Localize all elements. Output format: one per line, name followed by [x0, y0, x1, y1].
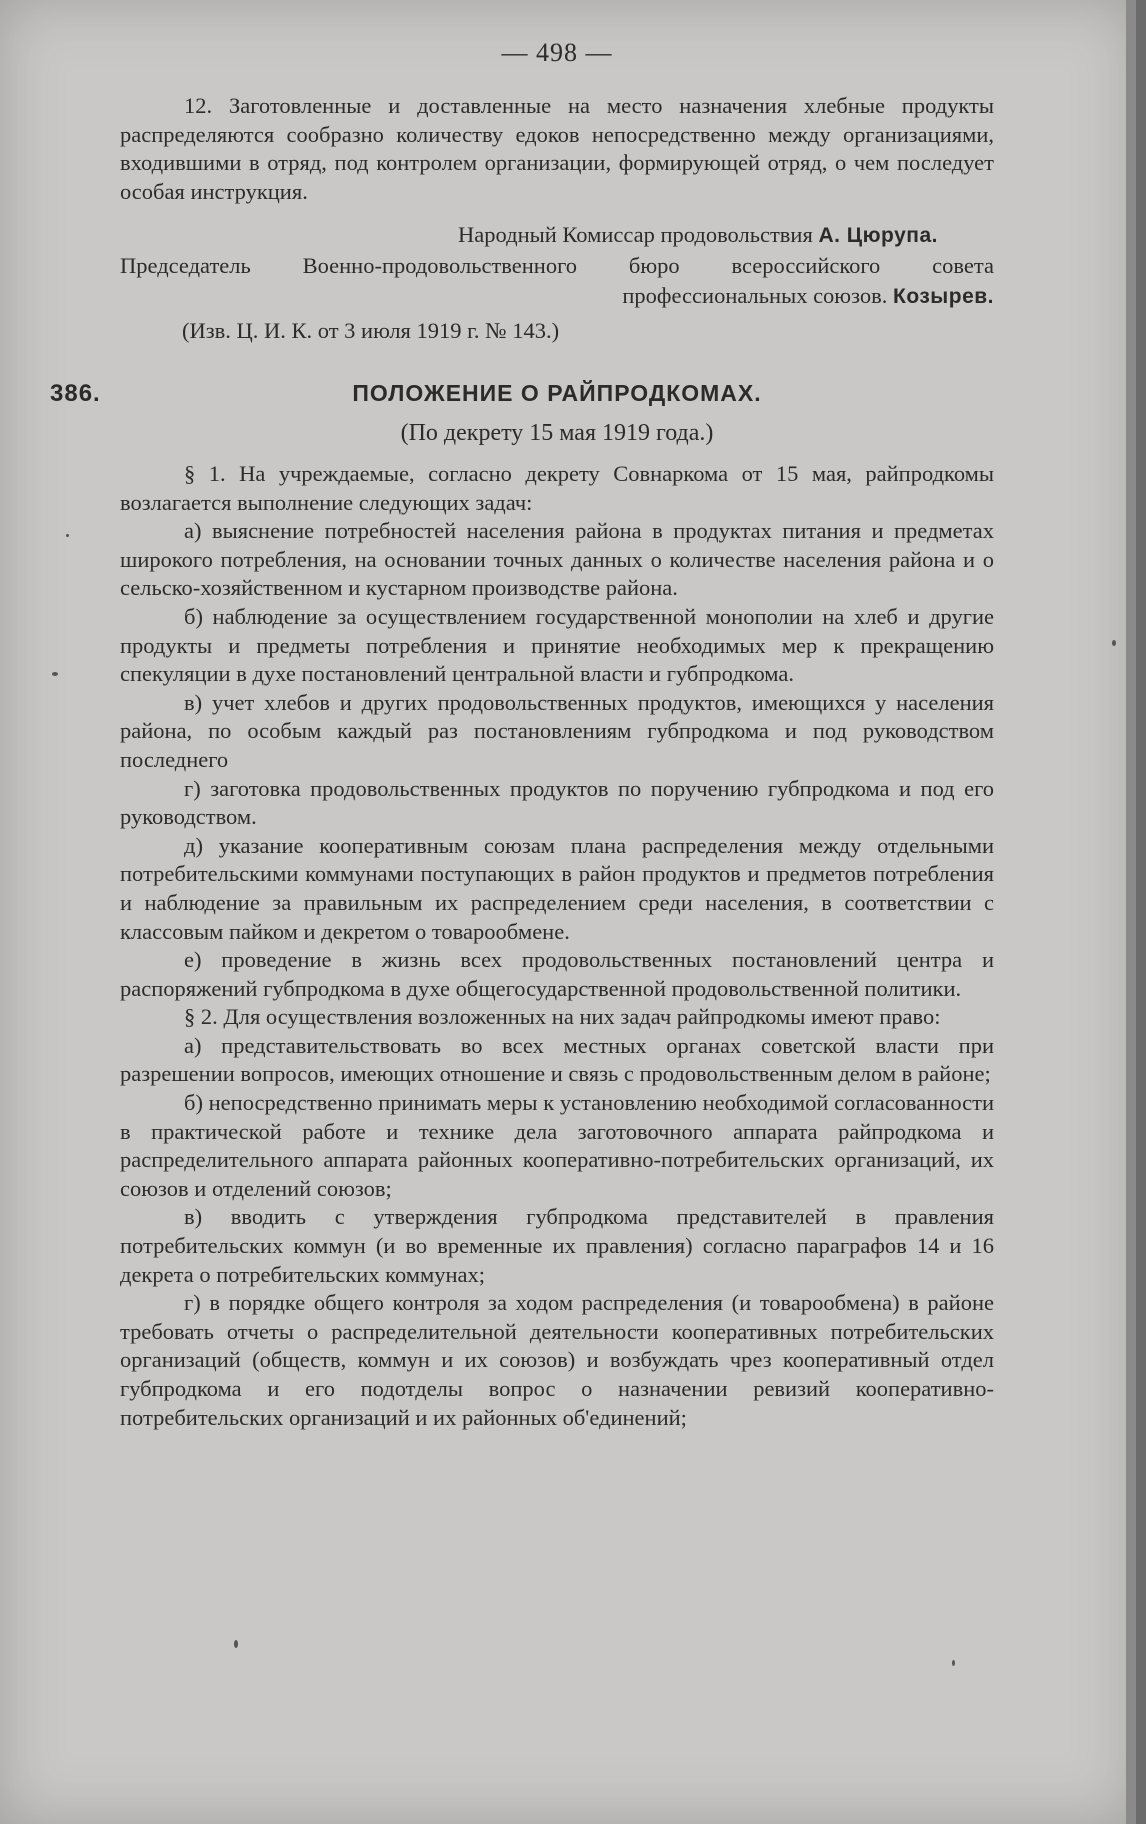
signature-line-1	[120, 220, 994, 251]
paragraph-section-2: § 2. Для осуществления возложенных на них задач райпродкомы имеют право:	[184, 1004, 941, 1030]
scan-speck	[1112, 640, 1116, 646]
paragraph-1e: д) указание кооперативным союзам плана распределения между отдельными потребительскими коммунами поступающих в район продуктов и предметов потребления и наблюдение за правильным их распределением среди населения, в соответствии с классовым пайком и декретом о товарообмене.	[120, 832, 994, 944]
document-number: 386.	[50, 380, 101, 407]
document-title: ПОЛОЖЕНИЕ О РАЙПРОДКОМАХ.	[352, 380, 762, 406]
previous-document-ending	[120, 92, 994, 346]
signature-1-title: Народный Комиссар продовольствия	[458, 222, 813, 248]
scan-speck	[952, 1660, 955, 1666]
intro-paragraph: 12. Заготовленные и доставленные на место назначения хлебные продукты распределяются сообразно количеству едоков непосредственно между организациями, входившими в отряд, под контролем организации, формирующей отряд, о чем последует особая инструкция.	[120, 93, 994, 204]
paragraph-section-1: § 1. На учреждаемые, согласно декрету Совнаркома от 15 мая, райпродкомы возлагается выполнение следующих задач:	[120, 461, 994, 515]
signature-line-2	[120, 251, 994, 312]
signature-2-title: Председатель Военно-продовольственного бюро всероссийского совета профессиональных союзов.	[120, 253, 994, 309]
page-number: — 498 —	[501, 38, 613, 67]
paragraph-1f: е) проведение в жизнь всех продовольственных постановлений центра и распоряжений губпродкома в духе общегосударственной продовольственной политики.	[120, 947, 994, 1001]
scan-speck	[52, 672, 58, 676]
signature-1-name: А. Цюрупа.	[818, 224, 938, 248]
document-subtitle: (По декрету 15 мая 1919 года.)	[400, 420, 714, 446]
scan-speck	[66, 534, 69, 537]
page-edge	[1126, 0, 1136, 1824]
paragraph-2b: б) непосредственно принимать меры к установлению необходимой согласованности в практической работе и технике дела заготовочного аппарата райпродкома и распределительного аппарата районных кооперативно-потребительских организаций, их союзов и отделений союзов;	[120, 1090, 994, 1201]
paragraph-2a: а) представительствовать во всех местных органах советской власти при разрешении вопросов, имеющих отношение и связь с продовольственным делом в районе;	[120, 1032, 994, 1087]
paragraph-2c: в) вводить с утверждения губпродкома представителей в правления потребительских коммун (и во временные их правления) согласно параграфов 14 и 16 декрета о потребительских коммунах;	[120, 1204, 994, 1287]
paragraph-1d: г) заготовка продовольственных продуктов по поручению губпродкома и под его руководством.	[120, 775, 994, 830]
source-citation: (Изв. Ц. И. К. от 3 июля 1919 г. № 143.)	[182, 318, 560, 344]
paragraph-2d: г) в порядке общего контроля за ходом распределения (и товарообмена) в районе требовать отчеты о распределительной деятельности кооперативных потребительских организаций (обществ, коммун и их союзов) и возбуждать чрез кооперативный отдел губпродкома и его подотделы вопрос о назначении ревизий кооперативно-потребительских организаций и их районных об'единений;	[120, 1290, 994, 1430]
paragraph-1b: б) наблюдение за осуществлением государственной монополии на хлеб и другие продукты и предметы потребления и принятие необходимых мер к прекращению спекуляции в духе постановлений центральной власти и губпродкома.	[120, 603, 994, 687]
paragraph-1c: в) учет хлебов и других продовольственных продуктов, имеющихся у населения района, по особым каждый раз постановлениям губпродкома и под руководством последнего	[120, 689, 994, 772]
document-body	[120, 460, 994, 1432]
scan-speck	[234, 1640, 238, 1648]
paragraph-1a: а) выяснение потребностей населения района в продуктах питания и предметах широкого потребления, на основании точных данных о количестве населения района и о сельско-хозяйственном и кустарном производстве района.	[120, 518, 994, 601]
signature-2-name: Козырев.	[893, 285, 994, 309]
